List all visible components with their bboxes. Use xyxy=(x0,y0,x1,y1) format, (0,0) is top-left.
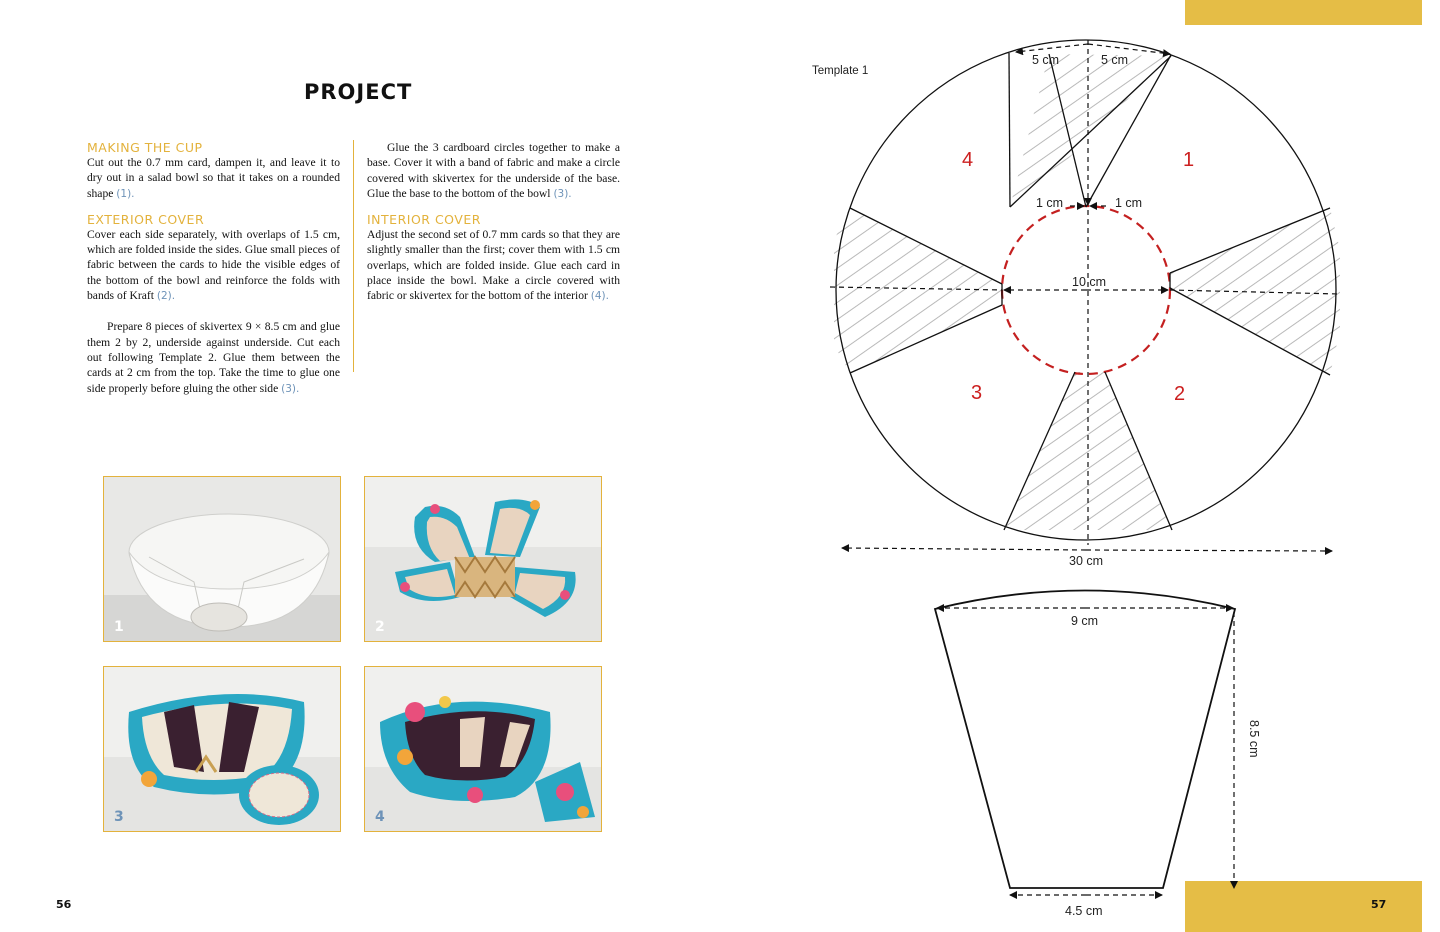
making-cup-text xyxy=(87,155,340,202)
exterior-cover-para2-body: Prepare 8 pieces of skivertex 9 × 8.5 cm and glue them 2 by 2, underside against underside. Cut each out following Template 2. Glue them between the cards at 2 cm from the top. Take the time to glue one side properly before gluing the other side xyxy=(87,320,340,395)
dim-center: 10 cm xyxy=(1072,275,1107,289)
photo-number: 2 xyxy=(375,619,385,635)
column-divider xyxy=(353,140,354,372)
photo-4 xyxy=(364,666,602,832)
flap-left xyxy=(834,208,1002,373)
photo-1-illustration xyxy=(104,477,341,642)
photo-ref-3a: (3). xyxy=(281,382,300,395)
template-1-label: Template 1 xyxy=(812,65,869,77)
heading-exterior-cover: EXTERIOR COVER xyxy=(87,211,205,227)
segment-label-2: 2 xyxy=(1174,383,1186,405)
making-cup-body: Cut out the 0.7 mm card, dampen it, and leave it to dry out in a salad bowl so that it takes on a rounded shape xyxy=(87,156,340,200)
photo-number: 1 xyxy=(114,619,124,635)
interior-cover-body: Adjust the second set of 0.7 mm cards so that they are slightly smaller than the first; cover them with 1.5 cm overlaps, which are folded inside. Glue each card in place inside the bowl. Make a circle covered with fabric or skivertex for the bottom of the interior xyxy=(367,228,620,303)
template-2 xyxy=(935,591,1261,919)
dim-inner-left: 1 cm xyxy=(1036,196,1064,210)
photo-ref-3b: (3). xyxy=(553,187,572,200)
photo-number: 4 xyxy=(375,809,385,825)
heading-making-cup: MAKING THE CUP xyxy=(87,140,203,155)
interior-cover-text xyxy=(367,227,620,304)
page-title: PROJECT xyxy=(304,80,413,104)
dim-top-width: 9 cm xyxy=(1071,614,1099,628)
segment-label-4: 4 xyxy=(962,149,974,171)
photo-ref-1: (1). xyxy=(116,187,135,200)
template-diagram xyxy=(720,0,1440,932)
dim-height: 8.5 cm xyxy=(1247,720,1261,758)
photo-2 xyxy=(364,476,602,642)
flap-bottom xyxy=(1004,372,1172,530)
exterior-cover-para3 xyxy=(367,140,620,202)
dim-top-left: 5 cm xyxy=(1032,53,1060,67)
page-number-left: 56 xyxy=(56,898,72,911)
text-column-left xyxy=(87,140,340,397)
photo-3-illustration xyxy=(104,667,341,832)
dim-bottom-width: 4.5 cm xyxy=(1065,904,1103,918)
dim-top-right: 5 cm xyxy=(1101,53,1129,67)
page-number-right: 57 xyxy=(1371,898,1387,911)
dim-inner-right: 1 cm xyxy=(1115,196,1143,210)
photo-4-illustration xyxy=(365,667,602,832)
heading-interior-cover: INTERIOR COVER xyxy=(367,212,481,228)
template-2-dimensions xyxy=(937,608,1234,895)
photo-1 xyxy=(103,476,341,642)
exterior-cover-body: Cover each side separately, with overlaps of 1.5 cm, which are folded inside the sides. Glue small pieces of fabric between the cards to hide the visible edges of the bottom of the bowl and reinforce the folds with bands of Kraft xyxy=(87,227,340,303)
right-page xyxy=(720,0,1440,932)
photo-2-illustration xyxy=(365,477,602,642)
text-column-right xyxy=(367,140,620,305)
dim-diameter: 30 cm xyxy=(1069,554,1104,568)
segment-label-3: 3 xyxy=(971,382,983,404)
template-1 xyxy=(812,40,1340,568)
template-2-shape xyxy=(935,591,1235,889)
photo-3 xyxy=(103,666,341,832)
photo-number: 3 xyxy=(114,809,124,825)
exterior-cover-text xyxy=(87,227,340,304)
photo-ref-4: (4). xyxy=(590,290,609,303)
exterior-cover-para3-body: Glue the 3 cardboard circles together to make a base. Cover it with a band of fabric and make a circle covered with skivertex for the underside of the base. Glue the base to the bottom of the bowl xyxy=(367,141,620,200)
segment-label-1: 1 xyxy=(1183,149,1195,171)
exterior-cover-para2 xyxy=(87,319,340,396)
photo-ref-2: (2). xyxy=(156,290,176,303)
